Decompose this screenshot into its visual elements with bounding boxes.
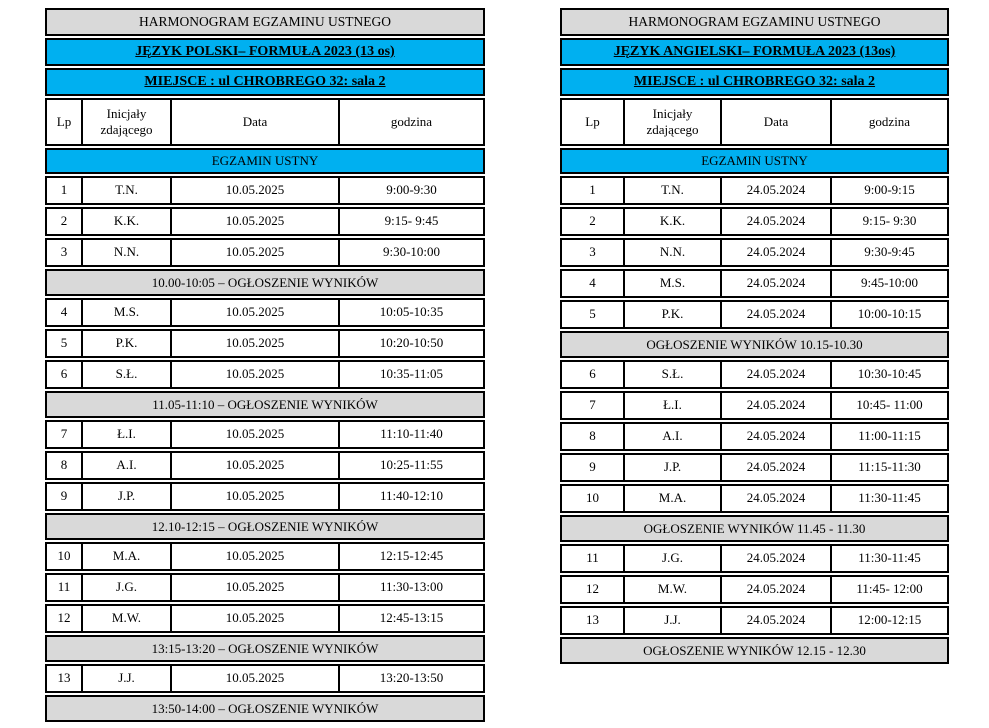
table-row: [560, 207, 949, 236]
table-row: [45, 176, 485, 205]
initials-cell: Ł.I.: [625, 393, 722, 418]
time-cell: 9:15- 9:45: [384, 213, 439, 229]
time-cell: 11:30-11:45: [858, 550, 921, 566]
lp-cell: 7: [47, 422, 83, 447]
lp-cell: 11: [562, 546, 625, 571]
initials-cell: T.N.: [83, 178, 172, 203]
table-row: [560, 360, 949, 389]
date-cell: 24.05.2024: [722, 577, 832, 602]
time-cell: 11:15-11:30: [858, 459, 921, 475]
table-row: [560, 544, 949, 573]
date-cell: 10.05.2025: [172, 209, 340, 234]
table-row: [45, 542, 485, 571]
time-cell: 10:45- 11:00: [856, 397, 923, 413]
lp-cell: 4: [562, 271, 625, 296]
results-announcement-row: 13:50-14:00 – OGŁOSZENIE WYNIKÓW: [45, 695, 485, 722]
lp-cell: 5: [562, 302, 625, 327]
lp-cell: 7: [562, 393, 625, 418]
results-announcement-row: 11.05-11:10 – OGŁOSZENIE WYNIKÓW: [45, 391, 485, 418]
table-row: [560, 176, 949, 205]
initials-cell: A.I.: [83, 453, 172, 478]
time-cell: 10:25-11:55: [379, 457, 444, 473]
initials-cell: M.W.: [83, 606, 172, 631]
date-cell: 24.05.2024: [722, 546, 832, 571]
initials-cell: J.J.: [83, 666, 172, 691]
initials-cell: J.G.: [83, 575, 172, 600]
date-cell: 24.05.2024: [722, 393, 832, 418]
lp-cell: 2: [47, 209, 83, 234]
lp-cell: 1: [47, 178, 83, 203]
column-header-row: [560, 98, 949, 146]
location-header: MIEJSCE : ul CHROBREGO 32: sala 2: [560, 68, 949, 96]
lp-cell: 8: [562, 424, 625, 449]
results-announcement-row: 13:15-13:20 – OGŁOSZENIE WYNIKÓW: [45, 635, 485, 662]
lp-cell: 2: [562, 209, 625, 234]
date-cell: 24.05.2024: [722, 240, 832, 265]
column-header: Lp: [47, 100, 83, 144]
date-cell: 10.05.2025: [172, 362, 340, 387]
table-row: [45, 298, 485, 327]
exam-section-header: EGZAMIN USTNY: [45, 148, 485, 174]
date-cell: 24.05.2024: [722, 486, 832, 511]
lp-cell: 9: [47, 484, 83, 509]
exam-schedule-table-polish: [45, 8, 485, 722]
initials-cell: J.P.: [83, 484, 172, 509]
time-cell: 13:20-13:50: [379, 670, 444, 686]
date-cell: 10.05.2025: [172, 331, 340, 356]
initials-cell: N.N.: [625, 240, 722, 265]
date-cell: 24.05.2024: [722, 608, 832, 633]
lp-cell: 10: [562, 486, 625, 511]
table-row: [560, 300, 949, 329]
table-row: [45, 451, 485, 480]
time-cell: 10:20-10:50: [379, 335, 444, 351]
table-row: [45, 360, 485, 389]
table-row: [45, 420, 485, 449]
date-cell: 10.05.2025: [172, 484, 340, 509]
table-row: [560, 422, 949, 451]
initials-cell: K.K.: [83, 209, 172, 234]
time-cell: 9:00-9:30: [386, 182, 437, 198]
exam-section-header: EGZAMIN USTNY: [560, 148, 949, 174]
time-cell: 12:00-12:15: [857, 612, 922, 628]
table-row: [45, 482, 485, 511]
table-row: [560, 484, 949, 513]
time-cell: 12:45-13:15: [379, 610, 444, 626]
initials-cell: M.S.: [83, 300, 172, 325]
initials-cell: J.J.: [625, 608, 722, 633]
lp-cell: 4: [47, 300, 83, 325]
table-row: [560, 575, 949, 604]
initials-cell: M.A.: [625, 486, 722, 511]
initials-cell: M.W.: [625, 577, 722, 602]
time-cell: 9:45-10:00: [860, 275, 919, 291]
table-row: [560, 238, 949, 267]
initials-cell: T.N.: [625, 178, 722, 203]
results-announcement-row: 10.00-10:05 – OGŁOSZENIE WYNIKÓW: [45, 269, 485, 296]
language-header: JĘZYK ANGIELSKI– FORMUŁA 2023 (13os): [560, 38, 949, 66]
time-cell: 11:00-11:15: [858, 428, 921, 444]
date-cell: 24.05.2024: [722, 178, 832, 203]
lp-cell: 3: [562, 240, 625, 265]
results-announcement-row: OGŁOSZENIE WYNIKÓW 12.15 - 12.30: [560, 637, 949, 664]
date-cell: 10.05.2025: [172, 666, 340, 691]
table-row: [560, 391, 949, 420]
table-row: [45, 664, 485, 693]
lp-cell: 13: [47, 666, 83, 691]
time-cell: 11:40-12:10: [379, 488, 444, 504]
initials-cell: M.A.: [83, 544, 172, 569]
initials-cell: S.Ł.: [83, 362, 172, 387]
results-announcement-row: 12.10-12:15 – OGŁOSZENIE WYNIKÓW: [45, 513, 485, 540]
lp-cell: 13: [562, 608, 625, 633]
time-cell: 10:30-10:45: [857, 366, 922, 382]
table-row: [45, 573, 485, 602]
language-header: JĘZYK POLSKI– FORMUŁA 2023 (13 os): [45, 38, 485, 66]
initials-cell: K.K.: [625, 209, 722, 234]
lp-cell: 9: [562, 455, 625, 480]
column-header: godzina: [868, 113, 911, 129]
lp-cell: 12: [562, 577, 625, 602]
date-cell: 10.05.2025: [172, 575, 340, 600]
initials-cell: N.N.: [83, 240, 172, 265]
exam-schedule-table-english: [560, 8, 949, 664]
initials-cell: M.S.: [625, 271, 722, 296]
time-cell: 10:35-11:05: [379, 366, 444, 382]
lp-cell: 6: [562, 362, 625, 387]
date-cell: 10.05.2025: [172, 606, 340, 631]
date-cell: 24.05.2024: [722, 209, 832, 234]
table-row: [45, 207, 485, 236]
lp-cell: 3: [47, 240, 83, 265]
table-row: [45, 238, 485, 267]
time-cell: 11:30-13:00: [379, 579, 444, 595]
time-cell: 10:05-10:35: [379, 304, 444, 320]
table-row: [560, 269, 949, 298]
lp-cell: 8: [47, 453, 83, 478]
column-header-row: [45, 98, 485, 146]
time-cell: 11:30-11:45: [858, 490, 921, 506]
date-cell: 24.05.2024: [722, 271, 832, 296]
time-cell: 12:15-12:45: [379, 548, 444, 564]
table-row: [560, 453, 949, 482]
date-cell: 10.05.2025: [172, 300, 340, 325]
time-cell: 9:30-9:45: [864, 244, 915, 260]
time-cell: 9:15- 9:30: [862, 213, 917, 229]
lp-cell: 6: [47, 362, 83, 387]
time-cell: 9:00-9:15: [864, 182, 915, 198]
lp-cell: 1: [562, 178, 625, 203]
column-header: Data: [722, 100, 832, 144]
date-cell: 24.05.2024: [722, 362, 832, 387]
initials-cell: P.K.: [83, 331, 172, 356]
initials-cell: J.G.: [625, 546, 722, 571]
date-cell: 24.05.2024: [722, 424, 832, 449]
lp-cell: 12: [47, 606, 83, 631]
time-cell: 11:10-11:40: [380, 426, 443, 442]
date-cell: 10.05.2025: [172, 422, 340, 447]
column-header: Data: [172, 100, 340, 144]
table-row: [45, 329, 485, 358]
column-header: Inicjały zdającego: [625, 100, 722, 144]
initials-cell: Ł.I.: [83, 422, 172, 447]
date-cell: 24.05.2024: [722, 455, 832, 480]
initials-cell: P.K.: [625, 302, 722, 327]
table-title: HARMONOGRAM EGZAMINU USTNEGO: [45, 8, 485, 36]
date-cell: 24.05.2024: [722, 302, 832, 327]
date-cell: 10.05.2025: [172, 178, 340, 203]
initials-cell: J.P.: [625, 455, 722, 480]
table-row: [560, 606, 949, 635]
time-cell: 10:00-10:15: [857, 306, 922, 322]
lp-cell: 10: [47, 544, 83, 569]
lp-cell: 11: [47, 575, 83, 600]
date-cell: 10.05.2025: [172, 240, 340, 265]
location-header: MIEJSCE : ul CHROBREGO 32: sala 2: [45, 68, 485, 96]
date-cell: 10.05.2025: [172, 544, 340, 569]
results-announcement-row: OGŁOSZENIE WYNIKÓW 10.15-10.30: [560, 331, 949, 358]
results-announcement-row: OGŁOSZENIE WYNIKÓW 11.45 - 11.30: [560, 515, 949, 542]
initials-cell: S.Ł.: [625, 362, 722, 387]
column-header: godzina: [390, 113, 433, 129]
column-header: Inicjały zdającego: [83, 100, 172, 144]
time-cell: 11:45- 12:00: [856, 581, 923, 597]
lp-cell: 5: [47, 331, 83, 356]
time-cell: 9:30-10:00: [382, 244, 441, 260]
date-cell: 10.05.2025: [172, 453, 340, 478]
table-row: [45, 604, 485, 633]
column-header: Lp: [562, 100, 625, 144]
table-title: HARMONOGRAM EGZAMINU USTNEGO: [560, 8, 949, 36]
initials-cell: A.I.: [625, 424, 722, 449]
